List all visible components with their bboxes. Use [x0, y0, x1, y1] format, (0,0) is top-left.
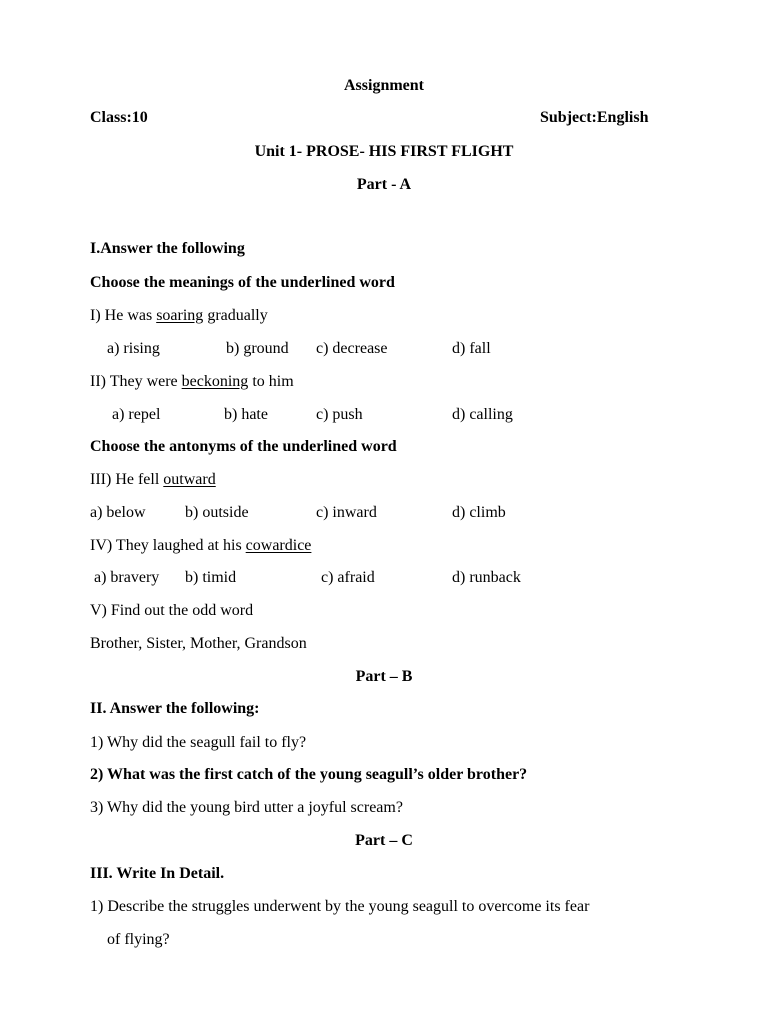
question-1-suffix: gradually [203, 307, 268, 324]
section-1-heading: I.Answer the following [90, 240, 245, 257]
question-2 [90, 372, 294, 392]
part-c-label: Part – C [355, 832, 413, 849]
question-1-prefix: I) He was [90, 307, 157, 324]
part-b-question-2: 2) What was the first catch of the young seagull’s older brother? [90, 766, 528, 783]
part-c-question-1-line-1: 1) Describe the struggles underwent by the young seagull to overcome its fear [90, 898, 590, 915]
question-4-underlined-word: cowardice [245, 537, 312, 554]
question-1-option-c: c) decrease [316, 340, 388, 357]
page-title: Assignment [343, 77, 424, 94]
question-1-underlined-word: soaring [156, 307, 204, 324]
question-4-option-a: a) bravery [94, 569, 160, 586]
question-2-underlined-word: beckoning [181, 373, 249, 390]
question-3 [90, 470, 216, 490]
question-4-prefix: IV) They laughed at his [90, 537, 246, 554]
question-1-option-b: b) ground [226, 340, 289, 357]
subject-label: Subject:English [540, 109, 649, 126]
question-3-option-b: b) outside [185, 504, 249, 521]
question-1 [90, 306, 268, 326]
question-2-prefix: II) They were [90, 373, 182, 390]
section-2-heading: II. Answer the following: [90, 700, 260, 717]
question-5: V) Find out the odd word [90, 602, 254, 619]
question-3-prefix: III) He fell [90, 471, 164, 488]
question-3-option-c: c) inward [316, 504, 377, 521]
question-4 [90, 536, 311, 556]
antonyms-heading: Choose the antonyms of the underlined word [90, 438, 397, 455]
part-a-label: Part - A [356, 176, 412, 193]
unit-title: Unit 1- PROSE- HIS FIRST FLIGHT [254, 143, 514, 160]
part-b-question-3: 3) Why did the young bird utter a joyful scream? [90, 799, 403, 816]
part-b-label: Part – B [355, 668, 413, 685]
question-2-option-b: b) hate [224, 406, 268, 423]
question-4-option-c: c) afraid [321, 569, 375, 586]
question-1-option-d: d) fall [452, 340, 491, 357]
question-3-option-d: d) climb [452, 504, 506, 521]
question-2-option-d: d) calling [452, 406, 513, 423]
question-3-underlined-word: outward [163, 471, 216, 488]
question-2-suffix: to him [248, 373, 294, 390]
part-c-question-1-line-2: of flying? [107, 931, 170, 948]
part-b-question-1: 1) Why did the seagull fail to fly? [90, 734, 307, 751]
meanings-heading: Choose the meanings of the underlined word [90, 274, 395, 291]
question-2-option-c: c) push [316, 406, 363, 423]
question-4-option-d: d) runback [452, 569, 521, 586]
question-3-option-a: a) below [90, 504, 146, 521]
question-2-option-a: a) repel [112, 406, 161, 423]
question-4-option-b: b) timid [185, 569, 237, 586]
section-3-heading: III. Write In Detail. [90, 865, 225, 882]
class-label: Class:10 [90, 109, 148, 126]
odd-word-list: Brother, Sister, Mother, Grandson [90, 635, 307, 652]
question-1-option-a: a) rising [107, 340, 160, 357]
